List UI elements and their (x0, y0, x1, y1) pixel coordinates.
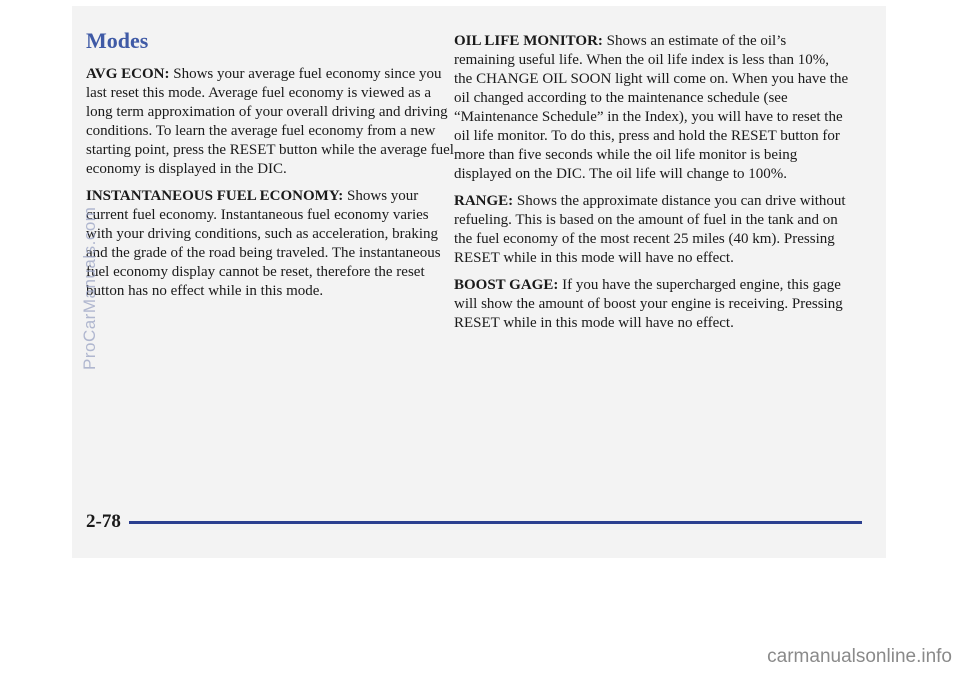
section-title: Modes (86, 28, 149, 53)
paragraph-range (454, 192, 850, 268)
paragraph-avg-econ (86, 65, 458, 179)
site-watermark: carmanualsonline.info (767, 646, 952, 667)
paragraph-boost-gage (454, 276, 850, 333)
term-oil-life: OIL LIFE MONITOR: (454, 33, 603, 49)
term-boost-gage: BOOST GAGE: (454, 277, 559, 293)
left-column (86, 28, 458, 309)
term-avg-econ: AVG ECON: (86, 66, 170, 82)
paragraph-oil-life (454, 32, 850, 184)
paragraph-instantaneous (86, 187, 458, 301)
text-instantaneous: Shows your current fuel economy. Instantaneous fuel economy varies with your driving conditions, such as acceleration, braking and the grade of the road being traveled. The instantaneous fuel economy display cannot be reset, therefore the reset button has no effect while in this mode. (86, 188, 441, 299)
text-boost-gage: If you have the supercharged engine, this gage will show the amount of boost your engine is receiving. Pressing RESET while in this mode will have no effect. (454, 277, 843, 331)
right-column (454, 32, 850, 341)
page-number: 2-78 (86, 511, 121, 532)
text-range: Shows the approximate distance you can drive without refueling. This is based on the amount of fuel in the tank and on the fuel economy of the most recent 25 miles (40 km). Pressing RESET while in this mode will have no effect. (454, 193, 846, 266)
page-footer (86, 510, 862, 534)
manual-page (72, 6, 886, 558)
footer-rule (129, 521, 862, 524)
term-instantaneous: INSTANTANEOUS FUEL ECONOMY: (86, 188, 344, 204)
text-avg-econ: Shows your average fuel economy since you last reset this mode. Average fuel economy is viewed as a long term approximation of your overall driving and driving conditions. To learn the average fuel economy from a new starting point, press the RESET button while the average fuel economy is displayed in the DIC. (86, 66, 454, 177)
text-oil-life: Shows an estimate of the oil’s remaining useful life. When the oil life index is less than 10%, the CHANGE OIL SOON light will come on. When you have the oil changed according to the maintenance schedule (see “Maintenance Schedule” in the Index), you will have to reset the oil life monitor. To do this, press and hold the RESET button for more than five seconds while the oil life monitor is being displayed on the DIC. The oil life will change to 100%. (454, 33, 849, 182)
watermark: ProCarManuals.com (80, 206, 99, 370)
term-range: RANGE: (454, 193, 514, 209)
